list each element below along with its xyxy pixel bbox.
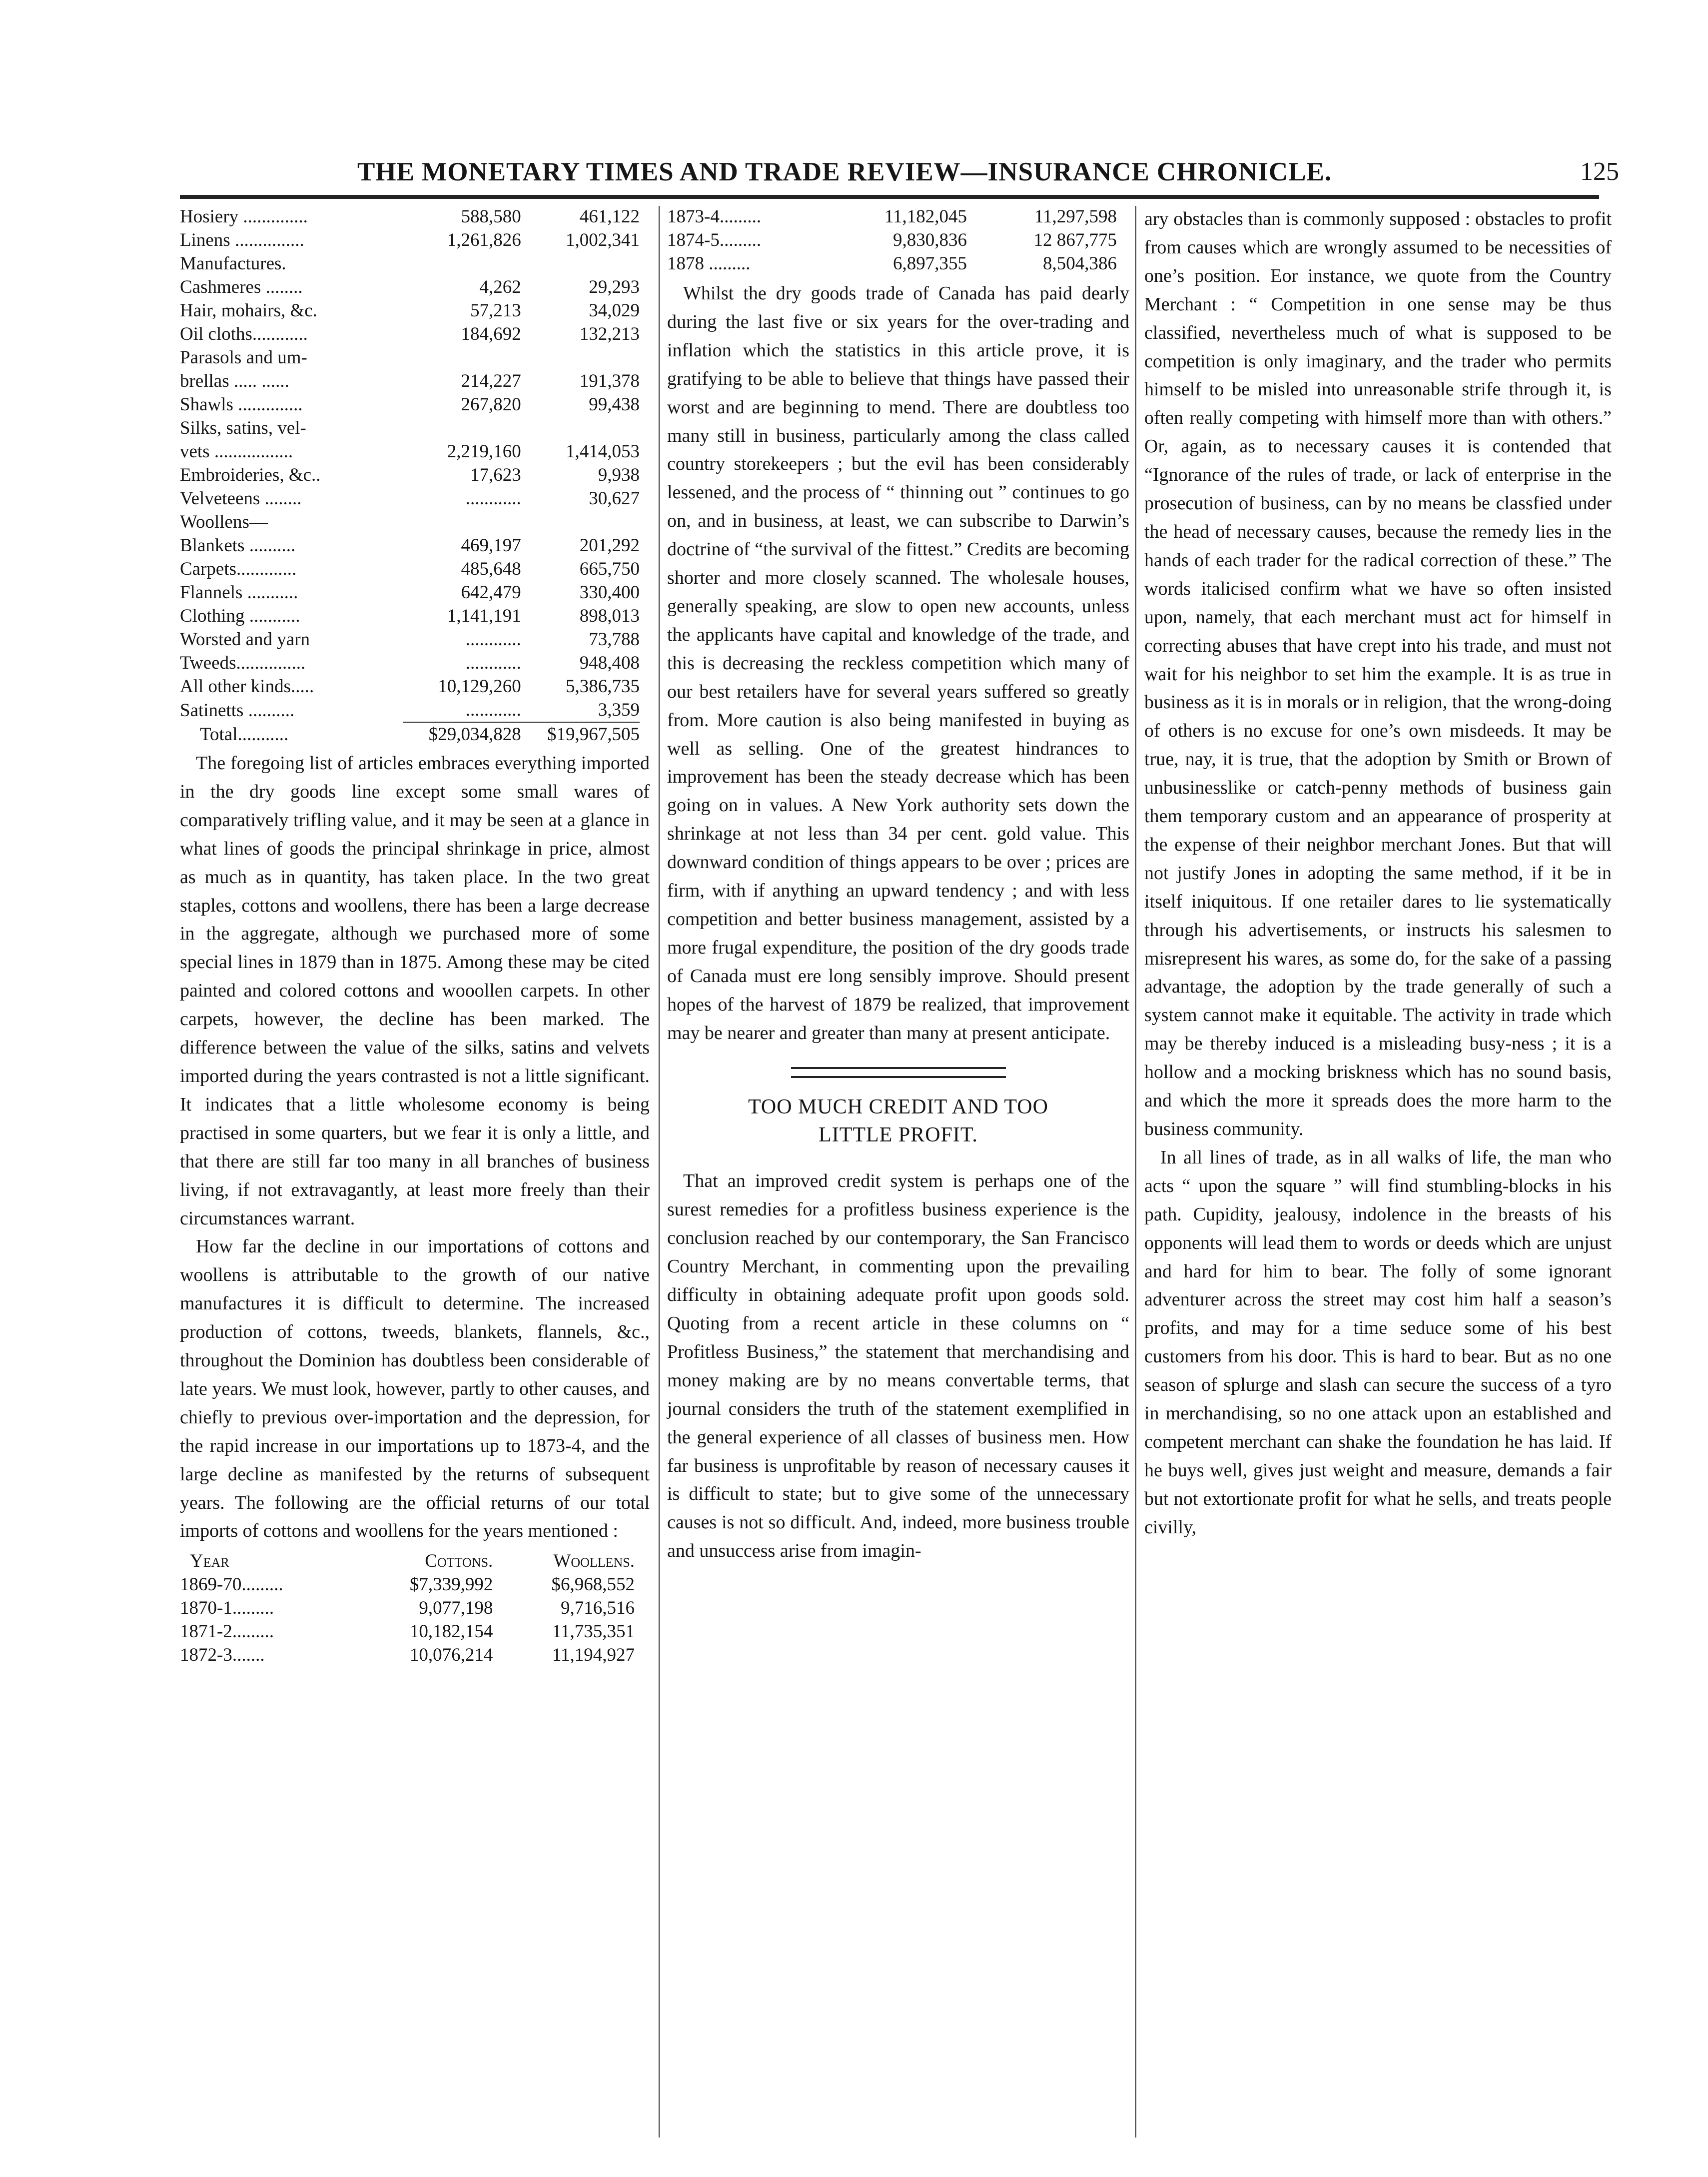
total-1875: $19,967,505 <box>521 722 640 746</box>
item-label: Hosiery .............. <box>180 206 308 227</box>
table-row <box>180 1643 635 1667</box>
table-row <box>667 205 1117 228</box>
table-row <box>180 1573 635 1596</box>
item-label: brellas ..... ...... <box>180 371 289 391</box>
value-1879: 17,623 <box>470 465 521 485</box>
value-1875: 132,213 <box>579 324 640 344</box>
value-1879: 642,479 <box>461 582 521 603</box>
annual-header-row <box>180 1549 635 1573</box>
value-1875: 665,750 <box>579 559 640 579</box>
value-1879: 10,129,260 <box>438 676 521 697</box>
value-1879: 588,580 <box>461 206 521 227</box>
table-row <box>180 252 640 275</box>
value-1875: 99,438 <box>589 394 640 415</box>
item-label: Hair, mohairs, &c. <box>180 300 317 321</box>
section-heading <box>667 1093 1129 1149</box>
col1-text <box>180 749 650 1545</box>
table-row <box>180 581 640 604</box>
total-1879: $29,034,828 <box>403 722 521 746</box>
value-1879: ............ <box>465 700 521 720</box>
paragraph: The foregoing list of articles embraces everything imported in the dry goods line except some small wares of comparatively trifling value, and it may be seen at a glance in what lines of goods the principal shrinkage in price, almost as much as in quantity, has taken place. In the two great staples, cottons and woollens, there has been a large decrease in the aggregate, although we purchased more of some special lines in 1879 than in 1875. Among these may be cited painted and colored cottons and wooollen carpets. In other carpets, however, the decline has been marked. The difference between the value of the silks, satins and velvets imported during the years contrasted is not a little significant. It indicates that a little wholesome economy is being practised in some quarters, but we fear it is only a little, and that there are still far too many in all branches of business living, if not extravagantly, at least more freely than their circumstances warrant. <box>180 753 650 1229</box>
value-1879: 1,141,191 <box>447 606 521 626</box>
value-1879: 184,692 <box>461 324 521 344</box>
table-row <box>180 228 640 252</box>
column-1 <box>180 205 650 2142</box>
paragraph: That an improved credit system is perhaps one of the surest remedies for a profitless business experience is the conclusion reached by our contemporary, the San Francisco Country Merchant, in commenting upon the prevailing difficulty in obtaining adequate profit upon goods sold. Quoting from a recent article in these columns on “ Profitless Business,” the statement that merchandising and money making are by no means convertable terms, that journal considers the truth of the statement exemplified in the general experience of all classes of business men. How far business is unprofitable by reason of necessary causes it is difficult to state; but to give some of the unnecessary causes is not so difficult. And, indeed, more business trouble and unsuccess arise from imagin- <box>667 1170 1129 1562</box>
cottons-value: 9,077,198 <box>419 1598 493 1619</box>
cottons-value: 10,076,214 <box>409 1645 493 1666</box>
value-1875: 948,408 <box>579 653 640 673</box>
year-label: 1870-1......... <box>180 1598 274 1619</box>
paragraph: Whilst the dry goods trade of Canada has paid dearly during the last five or six years for the over-trading and inflation which the statistics in this article prove, it is gratifying to be able to believe that things have passed their worst and are beginning to mend. There are doubtless too many still in business, particularly among the class called country storekeepers ; but the evil has been considerably lessened, and the process of “ thinning out ” continues to go on, and in business, at least, we can subscribe to Darwin’s doctrine of “the survival of the fittest.” Credits are becoming shorter and more closely scanned. The wholesale houses, generally speaking, are slow to open new accounts, unless the applicants have capital and knowledge of the trade, and this is decreasing the reckless competition which many of our best retailers have for several years suffered so greatly from. More caution is also being manifested in buying as well as selling. One of the greatest hindrances to improvement has been the steady decrease which has been going on in values. A New York authority sets down the shrinkage at not less than 34 per cent. gold value. This downward condition of things appears to be over ; prices are firm, with if anything an upward tendency ; and with less competition and better business management, assisted by a more frugal expenditure, the position of the dry goods trade of Canada must ere long sensibly improve. Should present hopes of the harvest of 1879 be realized, that improvement may be nearer and greater than many at present anticipate. <box>667 283 1129 1044</box>
value-1875: 1,414,053 <box>566 441 640 462</box>
year-label: 1871-2......... <box>180 1621 274 1642</box>
item-label: Linens ............... <box>180 230 304 250</box>
table-row <box>180 1620 635 1643</box>
cottons-value: 6,897,355 <box>893 253 967 274</box>
item-label: Oil cloths............ <box>180 324 308 344</box>
table-row <box>180 675 640 698</box>
table-row <box>180 651 640 675</box>
total-label: Total........... <box>200 724 289 745</box>
woollens-value: $6,968,552 <box>551 1574 635 1595</box>
table-row <box>180 346 640 369</box>
table-row <box>180 416 640 440</box>
table-row <box>180 510 640 534</box>
item-label: Carpets............. <box>180 559 297 579</box>
value-1875: 29,293 <box>589 277 640 297</box>
table-row <box>180 628 640 651</box>
item-label: Silks, satins, vel- <box>180 418 306 438</box>
table-row <box>180 534 640 557</box>
year-label: 1878 ......... <box>667 253 751 274</box>
item-label: All other kinds..... <box>180 676 314 697</box>
table-row <box>180 369 640 393</box>
year-label: 1869-70......... <box>180 1574 283 1595</box>
value-1879 <box>403 346 521 369</box>
value-1879: 485,648 <box>461 559 521 579</box>
value-1879: 469,197 <box>461 535 521 556</box>
value-1879 <box>403 416 521 440</box>
value-1875: 191,378 <box>579 371 640 391</box>
page-number: 125 <box>1580 157 1619 186</box>
year-label: 1874-5......... <box>667 230 762 250</box>
column-3 <box>1144 205 1612 2142</box>
value-1875: 201,292 <box>579 535 640 556</box>
value-1875 <box>521 510 640 534</box>
section-divider <box>791 1067 1006 1078</box>
item-label: Embroideries, &c.. <box>180 465 321 485</box>
imports-total-row <box>180 722 640 746</box>
value-1875: 1,002,341 <box>566 230 640 250</box>
item-label: Cashmeres ........ <box>180 277 303 297</box>
paragraph: In all lines of trade, as in all walks of life, the man who acts “ upon the square ” will find stumbling-blocks in his path. Cupidity, jealousy, indolence in the breasts of his opponents will lead them to words or deeds which are unjust and hard for him to bear. The folly of some ignorant adventurer across the street may cost him half a season’s profits, and may for a time seduce some of his best customers from his door. This is hard to bear. But as no one season of splurge and slash can secure the success of a tyro in merchandising, so no one attack upon an established and competent merchant can shake the foundation he has laid. If he buys well, gives just weight and measure, demands a fair but not extortionate profit for what he sells, and treats people civilly, <box>1144 1146 1612 1538</box>
table-row <box>180 463 640 487</box>
annual-imports-table <box>180 1549 635 1667</box>
imports-table <box>180 205 640 746</box>
value-1875: 30,627 <box>589 488 640 509</box>
table-row <box>180 322 640 346</box>
heading-line: LITTLE PROFIT. <box>819 1123 978 1147</box>
woollens-value: 8,504,386 <box>1043 253 1117 274</box>
table-row <box>180 205 640 228</box>
value-1875: 3,359 <box>598 700 640 720</box>
item-label: Worsted and yarn <box>180 629 310 650</box>
value-1875 <box>521 416 640 440</box>
item-label: Manufactures. <box>180 253 286 274</box>
item-label: vets ................. <box>180 441 293 462</box>
item-label: Woollens— <box>180 512 268 532</box>
value-1879 <box>403 252 521 275</box>
table-row <box>667 252 1117 275</box>
paragraph: How far the decline in our importations of cottons and woollens is attributable to the growth of our native manufactures it is difficult to determine. The increased production of cottons, tweeds, blankets, flannels, &c., throughout the Dominion has doubtless been considerable of late years. We must look, however, partly to other causes, and chiefly to previous over-importation and the depression, for the rapid increase in our importations up to 1873-4, and the large decline as manifested by the returns of subsequent years. The following are the official returns of our total imports of cottons and woollens for the years mentioned : <box>180 1236 650 1542</box>
column-rule <box>659 206 660 2138</box>
value-1875: 5,386,735 <box>566 676 640 697</box>
paragraph: ary obstacles than is commonly supposed : obstacles to profit from causes which are wrongly assumed to be necessities of one’s position. Eor instance, we quote from the Country Merchant : “ Competition in one sense may be thus classified, nevertheless much of what is supposed to be competition is only imaginary, and the trader who permits himself to be misled into unreasonable strife through it, is often really competing with himself more than with others.” Or, again, as to necessary causes it is contended that “Ignorance of the rules of trade, or lack of enterprise in the prosecution of business, can by no means be classfied under the head of necessary causes, because the remedy lies in the hands of each trader for the radical correction of these.” The words italicised confirm what we have so often insisted upon, namely, that each merchant must act for himself in correcting abuses that have crept into his trade, and must not wait for his neighbor to set him the example. It is as true in business as it is in morals or in religion, that the wrong-doing of others is no excuse for one’s own misdeeds. It may be true, nay, it is true, that the adoption by Smith or Brown of unbusinesslike or catch-penny methods of business gain them temporary custom and an appearance of prosperity at the expense of their neighbor merchant Jones. But that will not justify Jones in adopting the same method, if it be in itself iniquitous. If one retailer dares to lie systematically through his advertisements, or instructs his salesmen to misrepresent his wares, as some do, for the sake of a passing advantage, the adoption by the trade generally of such a system cannot make it equitable. The activity in trade which may be thereby induced is a misleading busy-ness ; it is a hollow and a mocking briskness which has no sound basis, and which the more it spreads does the more harm to the business community. <box>1144 208 1612 1139</box>
year-label: 1873-4......... <box>667 206 762 227</box>
value-1879: 267,820 <box>461 394 521 415</box>
item-label: Flannels ........... <box>180 582 298 603</box>
masthead-title: THE MONETARY TIMES AND TRADE REVIEW—INSURANCE CHRONICLE. <box>357 157 1332 186</box>
heading-line: TOO MUCH CREDIT AND TOO <box>748 1095 1048 1119</box>
woollens-value: 12 867,775 <box>1033 230 1117 250</box>
table-row <box>180 557 640 581</box>
table-row <box>180 393 640 416</box>
item-label: Clothing ........... <box>180 606 300 626</box>
value-1875 <box>521 252 640 275</box>
woollens-value: 11,194,927 <box>552 1645 635 1666</box>
col3-text <box>1144 205 1612 1542</box>
table-row <box>180 275 640 299</box>
cottons-header: Cottons. <box>425 1551 493 1572</box>
cottons-value: 10,182,154 <box>409 1621 493 1642</box>
table-row <box>180 487 640 510</box>
year-label: 1872-3....... <box>180 1645 265 1666</box>
cottons-value: 9,830,836 <box>893 230 967 250</box>
col2-text <box>667 279 1129 1047</box>
table-row <box>667 228 1117 252</box>
woollens-header: Woollens. <box>553 1551 635 1572</box>
value-1879: ............ <box>465 629 521 650</box>
table-row <box>180 440 640 463</box>
year-header: Year <box>190 1551 229 1572</box>
value-1879: ............ <box>465 488 521 509</box>
cottons-value: $7,339,992 <box>409 1574 493 1595</box>
value-1879: 57,213 <box>470 300 521 321</box>
annual-imports-table-continued <box>667 205 1117 275</box>
value-1875: 461,122 <box>579 206 640 227</box>
value-1875 <box>521 346 640 369</box>
page-header <box>180 150 1619 195</box>
cottons-value: 11,182,045 <box>884 206 967 227</box>
value-1879: 1,261,826 <box>447 230 521 250</box>
value-1879: 2,219,160 <box>447 441 521 462</box>
col2-section-text <box>667 1167 1129 1565</box>
table-row <box>180 604 640 628</box>
value-1875: 73,788 <box>589 629 640 650</box>
value-1875: 34,029 <box>589 300 640 321</box>
table-row <box>180 299 640 322</box>
item-label: Blankets .......... <box>180 535 296 556</box>
value-1875: 9,938 <box>598 465 640 485</box>
item-label: Shawls .............. <box>180 394 303 415</box>
header-rule <box>180 195 1599 199</box>
value-1879: ............ <box>465 653 521 673</box>
item-label: Velveteens ........ <box>180 488 302 509</box>
woollens-value: 11,735,351 <box>552 1621 635 1642</box>
column-rule <box>1135 206 1136 2138</box>
value-1875: 330,400 <box>579 582 640 603</box>
value-1875: 898,013 <box>579 606 640 626</box>
table-row <box>180 1596 635 1620</box>
value-1879: 4,262 <box>479 277 521 297</box>
item-label: Satinetts .......... <box>180 700 295 721</box>
woollens-value: 11,297,598 <box>1034 206 1117 227</box>
value-1879: 214,227 <box>461 371 521 391</box>
table-row <box>180 698 640 722</box>
woollens-value: 9,716,516 <box>561 1598 635 1619</box>
item-label: Tweeds............... <box>180 653 306 673</box>
column-2 <box>667 205 1129 2142</box>
value-1879 <box>403 510 521 534</box>
item-label: Parasols and um- <box>180 347 307 368</box>
